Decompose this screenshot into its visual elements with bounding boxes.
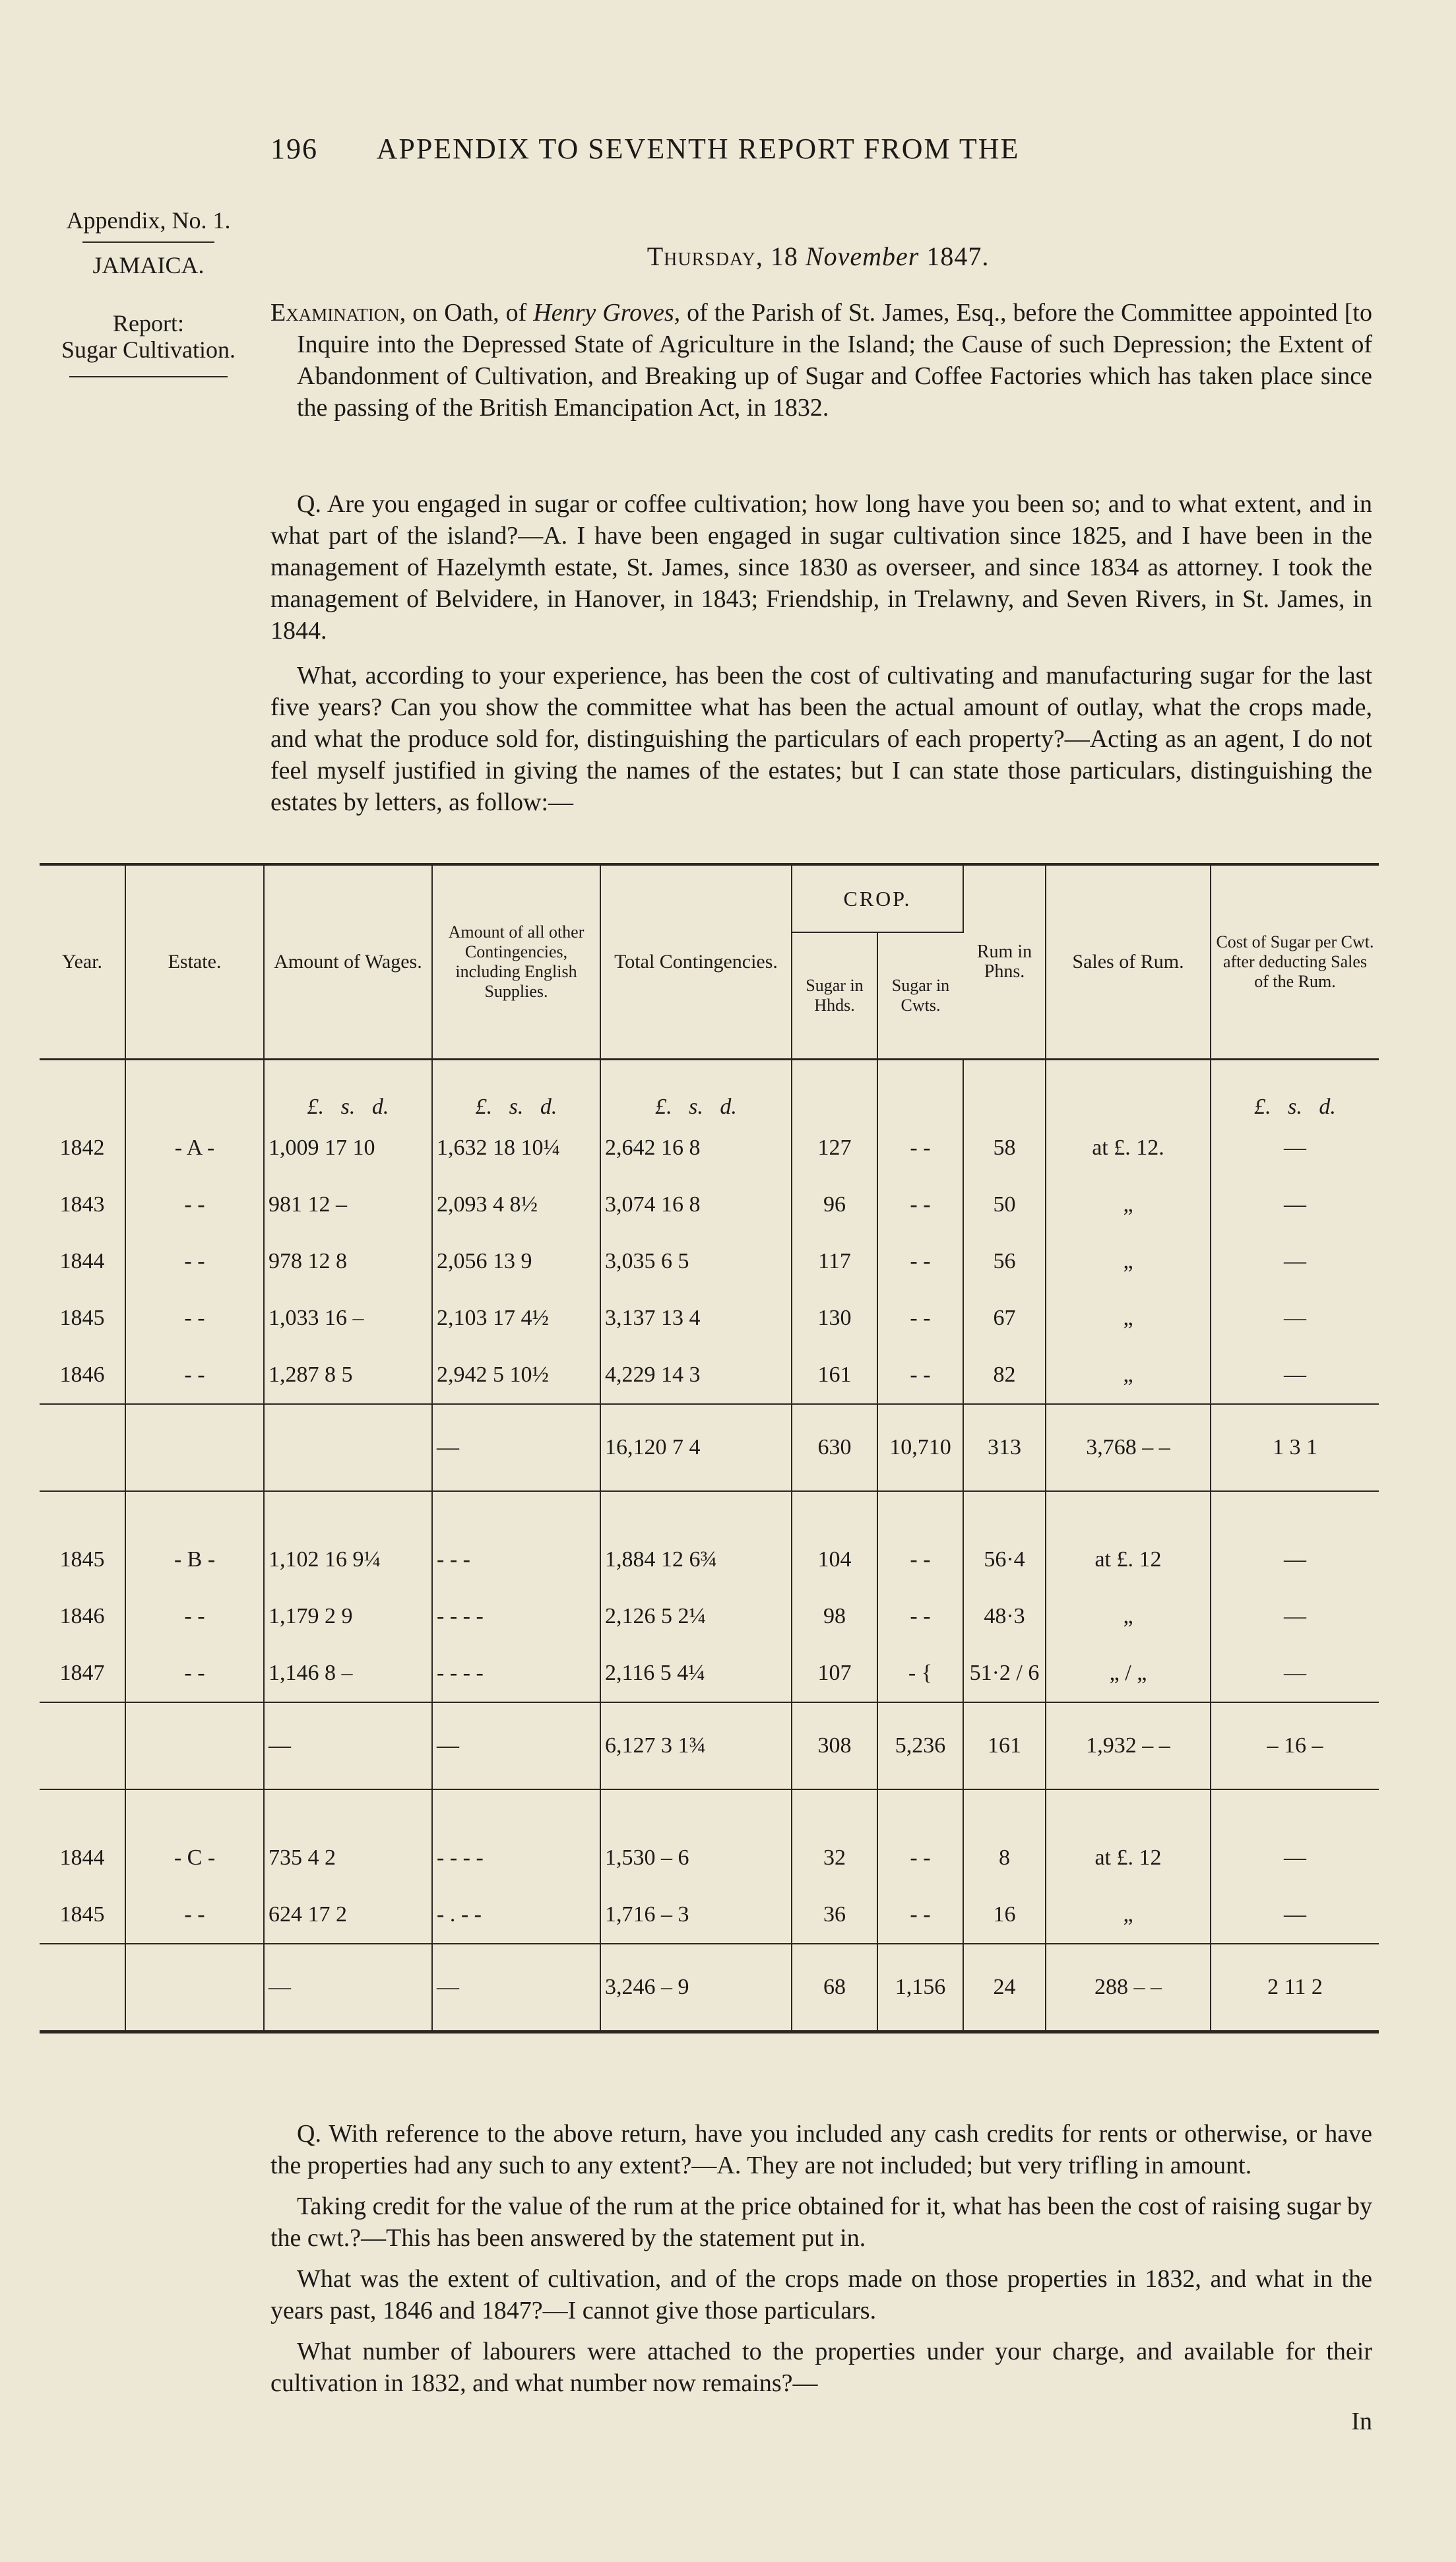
cell-estate: - - [125, 1588, 264, 1645]
table-row [40, 1531, 1379, 1588]
dateline-daynum: 18 [770, 241, 798, 271]
running-header [270, 132, 1161, 166]
cell-other: - - - - [432, 1830, 600, 1886]
cell-cost: — [1284, 1136, 1306, 1160]
total-row [40, 1404, 1379, 1491]
cell-total: 1,530 – 6 [600, 1830, 792, 1886]
cell-year [40, 1702, 125, 1789]
cell-other: — [432, 1404, 600, 1491]
cell-other: 2,942 5 10½ [432, 1347, 600, 1404]
cell-cost: – 16 – [1211, 1702, 1379, 1789]
spacer-row [40, 1789, 1379, 1830]
place-label: JAMAICA. [92, 252, 205, 278]
intro-text-1: on Oath, of [406, 299, 534, 327]
cell-year [40, 1404, 125, 1491]
cell-rum: 48·3 [963, 1588, 1046, 1645]
cell-year: 1846 [40, 1588, 125, 1645]
cell-cost: — [1284, 1306, 1306, 1330]
cell-rum: 8 [963, 1830, 1046, 1886]
cell-wages: — [264, 1944, 432, 2032]
cell-cwts: - - [877, 1886, 963, 1944]
cell-hhds: 630 [792, 1404, 877, 1491]
cost-table [40, 863, 1379, 2034]
cell-sales: at £. 12. [1046, 1120, 1211, 1176]
table-row [40, 1645, 1379, 1702]
cell-estate: - - [125, 1290, 264, 1347]
table-body [40, 1060, 1379, 2032]
total-row [40, 1944, 1379, 2032]
cell-wages: 1,102 16 9¼ [264, 1531, 432, 1588]
cell-hhds: 68 [792, 1944, 877, 2032]
cell-rum: 50 [963, 1176, 1046, 1233]
cell-total: 1,716 – 3 [600, 1886, 792, 1944]
cell-year: 1844 [40, 1830, 125, 1886]
paragraph: Q. Are you engaged in sugar or coffee cultivation; how long have you been so; and to what extent, and in what part of the island?—A. I have been engaged in sugar cultivation since 1825, and I have been in the management of Hazelymth estate, St. James, since 1830 as overseer, and since 1834 as attorney. I took the management of Belvidere, in Hanover, in 1843; Friendship, in Trelawny, and Seven Rivers, in St. James, in 1844. [270, 490, 1372, 645]
intro-text-2: of the Parish of St. James, Esq., before the Committee appointed [to Inquire into the Depressed State of Agriculture in the Island; the Cause of such Depression; the Extent of Abandonment of Cultivation, and Breaking up of Sugar and Coffee Factories which has taken place since the passing of the British Emancipation Act, in 1832. [297, 299, 1372, 422]
header-cost: Cost of Sugar per Cwt. after deducting Sales of the Rum. [1211, 864, 1379, 1060]
table-row [40, 1830, 1379, 1886]
table-row [40, 1233, 1379, 1290]
units-cost: £. s. d. [1254, 1095, 1336, 1119]
cell-other: — [432, 1944, 600, 2032]
cell-estate [125, 1404, 264, 1491]
cell-cost: 1 3 1 [1211, 1404, 1379, 1491]
cell-year: 1844 [40, 1233, 125, 1290]
cell-rum: 313 [963, 1404, 1046, 1491]
cell-rum: 24 [963, 1944, 1046, 2032]
cell-year: 1842 [40, 1120, 125, 1176]
cell-other: 2,093 4 8½ [432, 1176, 600, 1233]
units-wages: £. s. d. [264, 1060, 432, 1120]
cell-other: - - - - [432, 1588, 600, 1645]
cell-other: - - - [432, 1531, 600, 1588]
dateline-year: 1847. [926, 241, 990, 271]
cell-rum: 67 [963, 1290, 1046, 1347]
cell-year: 1843 [40, 1176, 125, 1233]
cell-wages: — [264, 1702, 432, 1789]
header-sugar-hhds: Sugar in Hhds. [792, 932, 877, 1060]
cell-hhds: 32 [792, 1830, 877, 1886]
cell-estate: - A - [125, 1120, 264, 1176]
cell-wages [264, 1404, 432, 1491]
cell-total: 6,127 3 1¾ [600, 1702, 792, 1789]
cell-sales: „ / „ [1046, 1645, 1211, 1702]
page-number: 196 [270, 133, 318, 165]
cell-cwts: 5,236 [877, 1702, 963, 1789]
total-row [40, 1702, 1379, 1789]
cell-wages: 1,287 8 5 [264, 1347, 432, 1404]
cell-cwts: 1,156 [877, 1944, 963, 2032]
cell-cwts: - - [877, 1176, 963, 1233]
paragraph: What was the extent of cultivation, and of the crops made on those properties in 1832, and what in the years past, 1846 and 1847?—I cannot give those particulars. [270, 2265, 1372, 2324]
cell-sales: „ [1046, 1886, 1211, 1944]
cell-wages: 624 17 2 [264, 1886, 432, 1944]
header-wages: Amount of Wages. [264, 864, 432, 1060]
cell-hhds: 104 [792, 1531, 877, 1588]
table-row [40, 1886, 1379, 1944]
table-row [40, 1347, 1379, 1404]
cell-rum: 161 [963, 1702, 1046, 1789]
cell-cwts: - - [877, 1290, 963, 1347]
paragraph: What number of labourers were attached to the properties under your charge, and available for their cultivation in 1832, and what number now remains?— [270, 2338, 1372, 2397]
cell-cost: — [1284, 1249, 1306, 1273]
cell-hhds: 130 [792, 1290, 877, 1347]
cell-cost: — [1284, 1604, 1306, 1628]
spacer-row [40, 1491, 1379, 1531]
cell-cwts: - - [877, 1531, 963, 1588]
cell-sales: „ [1046, 1588, 1211, 1645]
cell-estate: - C - [125, 1830, 264, 1886]
header-sugar-cwts: Sugar in Cwts. [877, 932, 963, 1060]
header-crop: CROP. [792, 864, 963, 932]
cell-year: 1845 [40, 1290, 125, 1347]
dateline-month: November [805, 241, 920, 271]
cell-cost: — [1284, 1902, 1306, 1927]
cell-sales: „ [1046, 1176, 1211, 1233]
cell-year: 1846 [40, 1347, 125, 1404]
dateline [270, 241, 1366, 272]
catchword: In [1351, 2408, 1372, 2435]
cell-rum: 16 [963, 1886, 1046, 1944]
cell-cwts: - - [877, 1830, 963, 1886]
cell-total: 2,126 5 2¼ [600, 1588, 792, 1645]
cell-rum: 56·4 [963, 1531, 1046, 1588]
intro-lead: Examination, [270, 299, 406, 327]
cell-total: 3,035 6 5 [600, 1233, 792, 1290]
cell-wages: 1,009 17 10 [264, 1120, 432, 1176]
cell-hhds: 36 [792, 1886, 877, 1944]
cell-hhds: 107 [792, 1645, 877, 1702]
header-year: Year. [40, 864, 125, 1060]
header-total: Total Contingencies. [600, 864, 792, 1060]
margin-rule [82, 241, 214, 243]
header-estate: Estate. [125, 864, 264, 1060]
cell-wages: 735 4 2 [264, 1830, 432, 1886]
cell-hhds: 96 [792, 1176, 877, 1233]
cell-cwts: - - [877, 1588, 963, 1645]
cell-sales: at £. 12 [1046, 1830, 1211, 1886]
cell-sales: 1,932 – – [1046, 1702, 1211, 1789]
cell-cwts: - - [877, 1347, 963, 1404]
cell-wages: 978 12 8 [264, 1233, 432, 1290]
cell-sales: „ [1046, 1233, 1211, 1290]
cell-estate: - - [125, 1347, 264, 1404]
cell-other: - . - - [432, 1886, 600, 1944]
units-total: £. s. d. [600, 1060, 792, 1120]
cell-total: 1,884 12 6¾ [600, 1531, 792, 1588]
cell-rum: 58 [963, 1120, 1046, 1176]
cell-rum: 51·2 / 6 [963, 1645, 1046, 1702]
table-row [40, 1176, 1379, 1233]
paragraph: What, according to your experience, has been the cost of cultivating and manufacturing sugar for the last five years? Can you show the committee what has been the actual amount of outlay, what the crops made, and what the produce sold for, distinguishing the particulars of each property?—Acting as an agent, I do not feel myself justified in giving the names of the estates; but I can state those particulars, distinguishing the estates by letters, as follow:— [270, 662, 1372, 816]
cell-year: 1845 [40, 1531, 125, 1588]
cell-cwts: - - [877, 1120, 963, 1176]
cell-other: 2,056 13 9 [432, 1233, 600, 1290]
question-block-top [270, 488, 1372, 825]
paragraph: Taking credit for the value of the rum at the price obtained for it, what has been the cost of raising sugar by the cwt.?—This has been answered by the statement put in. [270, 2193, 1372, 2252]
cell-cost: — [1284, 1192, 1306, 1217]
question-block-bottom [270, 2118, 1372, 2437]
cell-cost: 2 11 2 [1211, 1944, 1379, 2032]
cell-cwts: - - [877, 1233, 963, 1290]
dateline-day: Thursday, [647, 241, 763, 271]
cell-total: 3,074 16 8 [600, 1176, 792, 1233]
cell-hhds: 117 [792, 1233, 877, 1290]
cell-estate: - - [125, 1886, 264, 1944]
cell-cost: — [1284, 1845, 1306, 1870]
cell-other: - - - - [432, 1645, 600, 1702]
table-row [40, 1120, 1379, 1176]
cell-sales: at £. 12 [1046, 1531, 1211, 1588]
margin-note [26, 205, 270, 377]
cell-rum: 82 [963, 1347, 1046, 1404]
cell-cost: — [1284, 1661, 1306, 1685]
cell-other: 1,632 18 10¼ [432, 1120, 600, 1176]
cell-hhds: 161 [792, 1347, 877, 1404]
cell-hhds: 98 [792, 1588, 877, 1645]
cell-total: 4,229 14 3 [600, 1347, 792, 1404]
cell-total: 16,120 7 4 [600, 1404, 792, 1491]
margin-rule-bottom [69, 376, 228, 377]
cell-wages: 1,033 16 – [264, 1290, 432, 1347]
cell-rum: 56 [963, 1233, 1046, 1290]
cell-cwts: - { [877, 1645, 963, 1702]
cell-cost: — [1284, 1547, 1306, 1572]
report-label: Report: [113, 310, 184, 336]
cell-cost: — [1284, 1362, 1306, 1387]
units-other: £. s. d. [432, 1060, 600, 1120]
cell-estate: - - [125, 1233, 264, 1290]
table-row [40, 1290, 1379, 1347]
cell-wages: 981 12 – [264, 1176, 432, 1233]
cell-year: 1847 [40, 1645, 125, 1702]
cell-year [40, 1944, 125, 2032]
cell-cwts: 10,710 [877, 1404, 963, 1491]
cell-sales: 288 – – [1046, 1944, 1211, 2032]
cell-estate: - - [125, 1645, 264, 1702]
cell-estate: - B - [125, 1531, 264, 1588]
cell-hhds: 127 [792, 1120, 877, 1176]
header-other: Amount of all other Contingencies, including English Supplies. [432, 864, 600, 1060]
header-rum: Rum in Phns. [963, 864, 1046, 1060]
cell-wages: 1,179 2 9 [264, 1588, 432, 1645]
cell-hhds: 308 [792, 1702, 877, 1789]
cell-estate: - - [125, 1176, 264, 1233]
cell-sales: „ [1046, 1290, 1211, 1347]
cell-year: 1845 [40, 1886, 125, 1944]
cell-total: 2,642 16 8 [600, 1120, 792, 1176]
cell-wages: 1,146 8 – [264, 1645, 432, 1702]
header-sales: Sales of Rum. [1046, 864, 1211, 1060]
cell-total: 2,116 5 4¼ [600, 1645, 792, 1702]
intro-paragraph [270, 297, 1372, 424]
cell-estate [125, 1702, 264, 1789]
intro-block [270, 297, 1372, 430]
report-subject: Sugar Cultivation. [61, 336, 236, 363]
cell-total: 3,137 13 4 [600, 1290, 792, 1347]
cell-total: 3,246 – 9 [600, 1944, 792, 2032]
paragraph: Q. With reference to the above return, have you included any cash credits for rents or otherwise, or have the properties had any such to any extent?—A. They are not included; but very trifling in amount. [270, 2120, 1372, 2179]
cell-sales: „ [1046, 1347, 1211, 1404]
running-title: APPENDIX TO SEVENTH REPORT FROM THE [376, 133, 1020, 165]
witness-name: Henry Groves, [533, 299, 681, 327]
cell-estate [125, 1944, 264, 2032]
cell-other: — [432, 1702, 600, 1789]
cell-other: 2,103 17 4½ [432, 1290, 600, 1347]
units-row [40, 1060, 1379, 1120]
table-row [40, 1588, 1379, 1645]
appendix-label: Appendix, No. 1. [66, 207, 231, 234]
cell-sales: 3,768 – – [1046, 1404, 1211, 1491]
